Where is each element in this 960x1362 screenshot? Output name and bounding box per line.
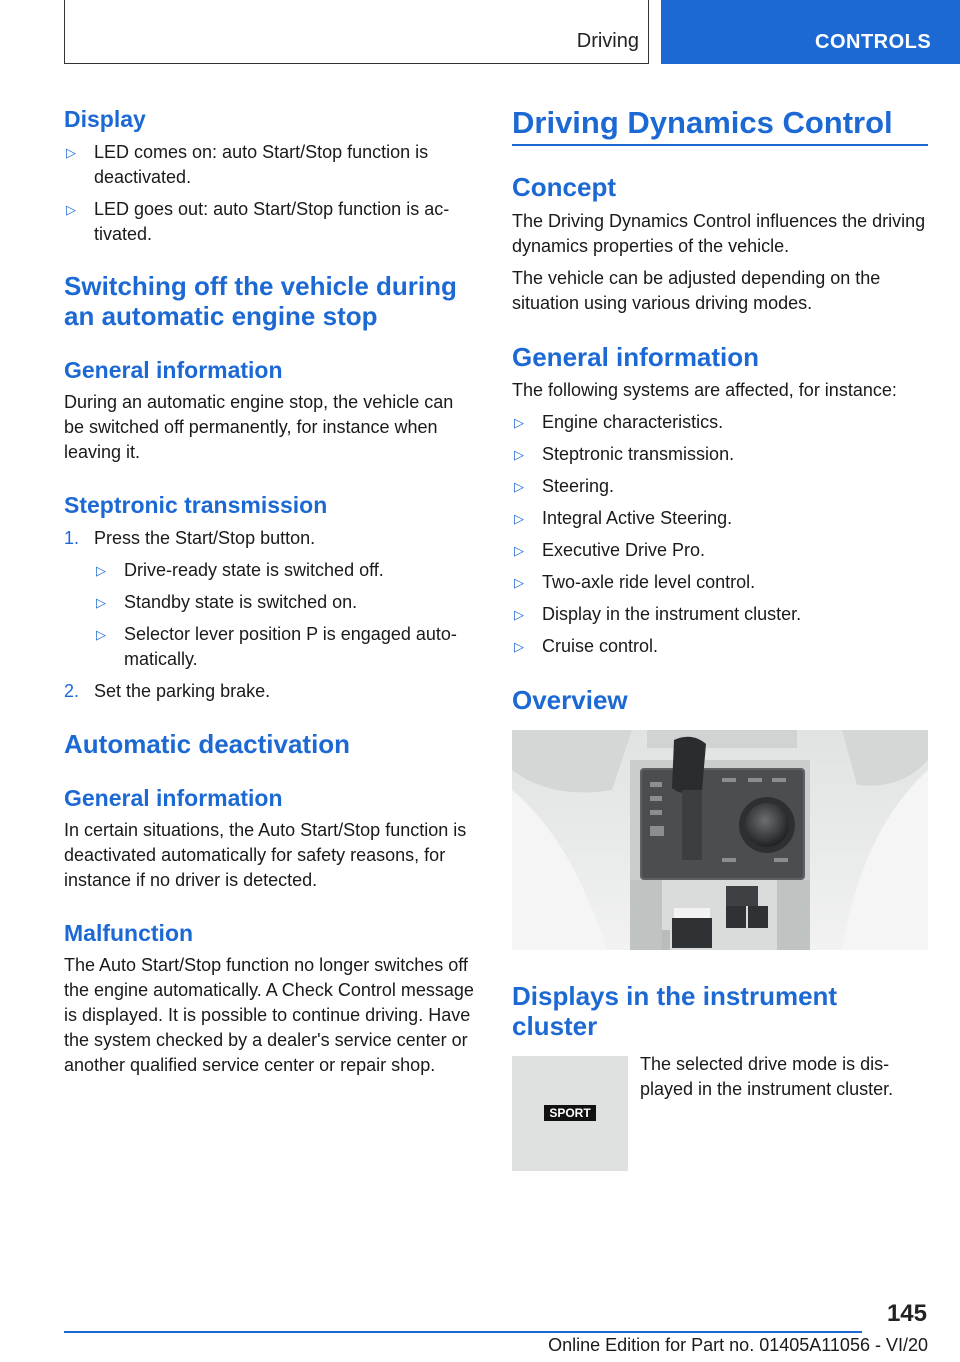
list-item: ▷ Two-axle ride level control. bbox=[512, 570, 928, 595]
triangle-bullet-icon: ▷ bbox=[96, 627, 106, 642]
triangle-bullet-icon: ▷ bbox=[96, 595, 106, 610]
triangle-bullet-icon: ▷ bbox=[66, 202, 76, 217]
general-info-text: During an automatic engine stop, the vehicle can be switched off permanently, for instance when leaving it. bbox=[64, 392, 454, 462]
auto-general-text: In certain situations, the Auto Start/Stop function is deactivated automatically for safety reasons, for instance if no driver is detected. bbox=[64, 820, 467, 890]
switch-off-heading: Switching off the vehicle during an automatic engine stop bbox=[64, 271, 457, 331]
header-frame bbox=[64, 0, 649, 64]
triangle-bullet-icon: ▷ bbox=[514, 575, 524, 590]
auto-deactivation-heading: Automatic deactivation bbox=[64, 729, 351, 759]
list-item: 1. Press the Start/Stop button. bbox=[64, 528, 316, 548]
triangle-bullet-icon: ▷ bbox=[96, 563, 106, 578]
display-list bbox=[64, 140, 478, 247]
page-number: 145 bbox=[886, 1300, 927, 1327]
list-item: ▷ Engine characteristics. bbox=[512, 410, 928, 435]
list-item: ▷ LED comes on: auto Start/Stop function is deactivated. bbox=[66, 142, 429, 187]
sport-mode-label: SPORT bbox=[544, 1105, 596, 1121]
concept-heading: Concept bbox=[512, 172, 616, 202]
concept-paragraph-2: The vehicle can be adjusted depending on the situation using various driving modes. bbox=[512, 268, 881, 313]
list-item: 2. Set the parking brake. bbox=[64, 681, 271, 701]
general-intro: The following systems are affected, for instance: bbox=[512, 380, 897, 400]
list-item: ▷ Steptronic transmission. bbox=[512, 442, 928, 467]
general-info-heading: General information bbox=[64, 357, 283, 383]
displays-heading: Displays in the instrument cluster bbox=[512, 981, 838, 1041]
overview-heading: Overview bbox=[512, 685, 628, 715]
systems-list bbox=[512, 410, 928, 659]
triangle-bullet-icon: ▷ bbox=[514, 447, 524, 462]
triangle-bullet-icon: ▷ bbox=[514, 479, 524, 494]
chapter-rule bbox=[512, 144, 928, 146]
steptronic-heading: Steptronic transmission bbox=[64, 492, 328, 518]
header-chapter-tab: CONTROLS bbox=[661, 0, 960, 64]
sub-list bbox=[64, 558, 478, 672]
malfunction-text: The Auto Start/Stop function no longer switches off the engine automatically. A Check Control message is displayed. It is possible to continue driving. Have the system checked by a dealer's service center or another qualified service center or repair shop. bbox=[64, 955, 474, 1075]
triangle-bullet-icon: ▷ bbox=[514, 543, 524, 558]
list-item: ▷ LED goes out: auto Start/Stop function is activated. bbox=[66, 199, 450, 244]
triangle-bullet-icon: ▷ bbox=[514, 607, 524, 622]
triangle-bullet-icon: ▷ bbox=[514, 639, 524, 654]
edition-footer: Online Edition for Part no. 01405A11056 - VI/20 bbox=[548, 1335, 928, 1355]
list-item: ▷ Executive Drive Pro. bbox=[512, 538, 928, 563]
header-section-title: Driving bbox=[576, 30, 639, 52]
general-info-heading-right: General information bbox=[512, 342, 760, 372]
triangle-bullet-icon: ▷ bbox=[514, 415, 524, 430]
malfunction-heading: Malfunction bbox=[64, 920, 194, 946]
displays-text: The selected drive mode is displayed in the instrument cluster. bbox=[640, 1054, 894, 1099]
list-item: ▷ Cruise control. bbox=[512, 634, 928, 659]
list-item: ▷ Integral Active Steering. bbox=[512, 506, 928, 531]
list-item: ▷ Display in the instrument cluster. bbox=[512, 602, 928, 627]
sport-display-image bbox=[512, 1056, 628, 1171]
chapter-heading: Driving Dynamics Control bbox=[512, 105, 893, 140]
steps-list bbox=[64, 526, 478, 704]
list-item: ▷ Drive-ready state is switched off. bbox=[94, 558, 478, 583]
footer-rule bbox=[64, 1331, 862, 1333]
list-item: ▷ Selector lever position P is engaged automatically. bbox=[96, 624, 457, 669]
list-item: ▷ Steering. bbox=[512, 474, 928, 499]
display-heading: Display bbox=[64, 106, 146, 132]
center-console-photo bbox=[512, 730, 928, 950]
triangle-bullet-icon: ▷ bbox=[514, 511, 524, 526]
auto-general-heading: General information bbox=[64, 785, 283, 811]
triangle-bullet-icon: ▷ bbox=[66, 145, 76, 160]
concept-paragraph-1: The Driving Dynamics Control influences the driving dynamics properties of the vehicle. bbox=[512, 211, 926, 256]
list-item: ▷ Standby state is switched on. bbox=[94, 590, 478, 615]
center-console-illustration bbox=[512, 730, 928, 950]
